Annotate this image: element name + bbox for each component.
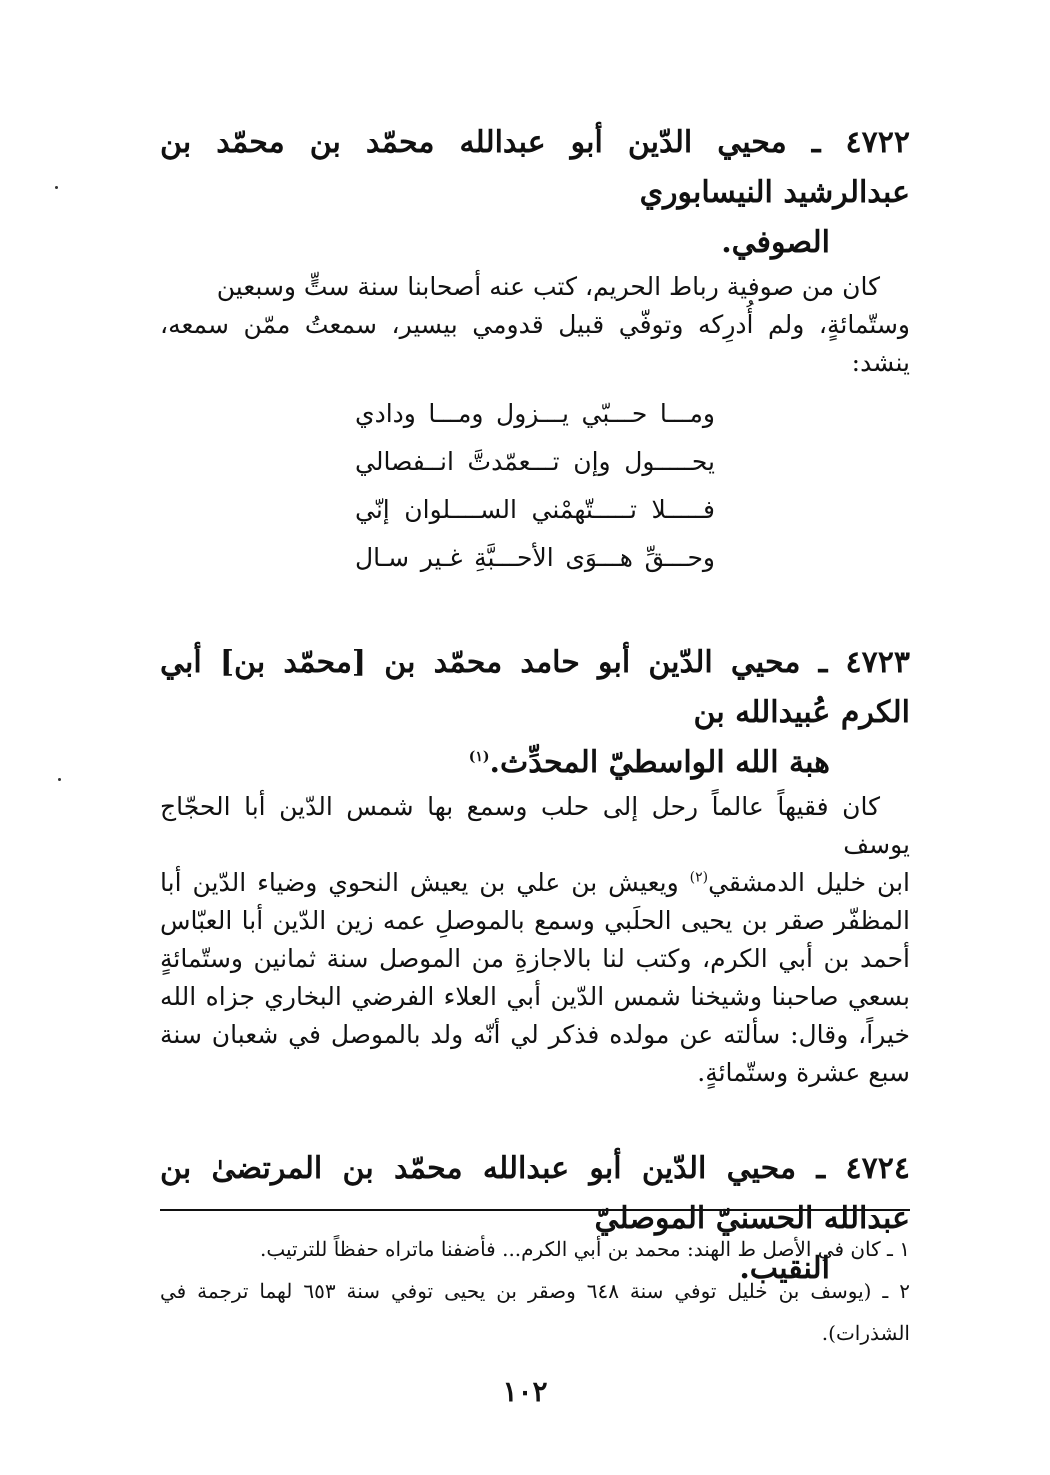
page-number: ١٠٢ bbox=[502, 1375, 548, 1408]
entry-body bbox=[160, 788, 910, 1092]
entry-title-line2: الصوفي. bbox=[721, 225, 830, 260]
entry-title bbox=[160, 638, 910, 788]
entry-title-line1: ٤٧٢٤ ـ محيي الدّين أبو عبدالله محمّد بن المرتضىٰ بن عبدالله الحسنيّ الموصليّ bbox=[160, 1151, 910, 1236]
footnote-1: ١ ـ كان في الأصل ط الهند: محمد بن أبي الكرم... فأضفنا ماتراه حفظاً للترتيب. bbox=[259, 1237, 910, 1261]
entry-title-line2 bbox=[160, 738, 910, 788]
footnote-divider bbox=[160, 1209, 910, 1211]
entry-title-line2-text: هبة الله الواسطيّ المحدِّث. bbox=[489, 745, 830, 780]
scan-speck bbox=[58, 778, 61, 781]
poem-line: وحـــقِّ هـــوَى الأحـــبَّةِ غـير سـال bbox=[355, 543, 715, 572]
poem-line: فـــــلا تـــــتّهمْني الســــلوان إنّي bbox=[355, 495, 715, 524]
entry-title bbox=[160, 118, 910, 268]
entry-body-first-line: كان فقيهاً عالماً رحل إلى حلب وسمع بها شمس الدّين أبا الحجّاج يوسف bbox=[160, 792, 910, 859]
section-spacer bbox=[160, 582, 910, 638]
entry-body-part-b: ويعيش بن علي بن يعيش النحوي وضياء الدّين أبا المظفّر صقر بن يحيى الحلَبي وسمع بالموصلِ عمه زين الدّين أبا العبّاس أحمد بن أبي الكرم، وكتب لنا بالاجازةِ من الموصل سنة ثمانين وستّمائةٍ بسعي صاحبنا وشيخنا شمس الدّين أبي العلاء الفرضي البخاري جزاه الله خيراً، وقال: سألته عن مولده فذكر لي أنّه ولد بالموصل في شعبان سنة سبع عشرة وستّمائةٍ. bbox=[160, 868, 910, 1087]
footnote-ref[interactable]: (١) bbox=[468, 749, 490, 765]
poem bbox=[355, 390, 715, 582]
entry-body-part-a: ابن خليل الدمشقي bbox=[708, 868, 910, 897]
entry-body bbox=[160, 268, 910, 382]
entry-body-first-line: كان من صوفية رباط الحريم، كتب عنه أصحابنا سنة ستٍّ وسبعين bbox=[216, 272, 880, 301]
poem-line: ومـــا حـــبّي يـــزول ومـــا ودادي bbox=[355, 399, 715, 428]
footnote-2: ٢ ـ (يوسف بن خليل توفي سنة ٦٤٨ وصقر بن يحيى توفي سنة ٦٥٣ لهما ترجمة في الشذرات). bbox=[160, 1279, 910, 1345]
scan-speck bbox=[55, 186, 58, 189]
poem-line: يحـــــول وإن تـــعمّدتَّ انــفصالي bbox=[355, 447, 715, 476]
section-spacer bbox=[160, 1092, 910, 1144]
page-body bbox=[160, 118, 910, 1294]
entry-title-line1: ٤٧٢٣ ـ محيي الدّين أبو حامد محمّد بن [محمّد بن] أبي الكرم عُبيدالله بن bbox=[160, 645, 910, 730]
footnotes bbox=[160, 1228, 910, 1354]
entry-title-line2: النقيب. bbox=[739, 1251, 830, 1286]
entry-4722 bbox=[160, 118, 910, 582]
entry-4723 bbox=[160, 638, 910, 1092]
entry-body-rest: وستّمائةٍ، ولم أُدرِكه وتوفّي قبيل قدومي بيسير، سمعتُ ممّن سمعه، ينشد: bbox=[160, 310, 910, 377]
entry-title-line1: ٤٧٢٢ ـ محيي الدّين أبو عبدالله محمّد بن محمّد بن عبدالرشيد النيسابوري bbox=[160, 125, 910, 210]
footnote-ref[interactable]: (٢) bbox=[689, 869, 709, 886]
